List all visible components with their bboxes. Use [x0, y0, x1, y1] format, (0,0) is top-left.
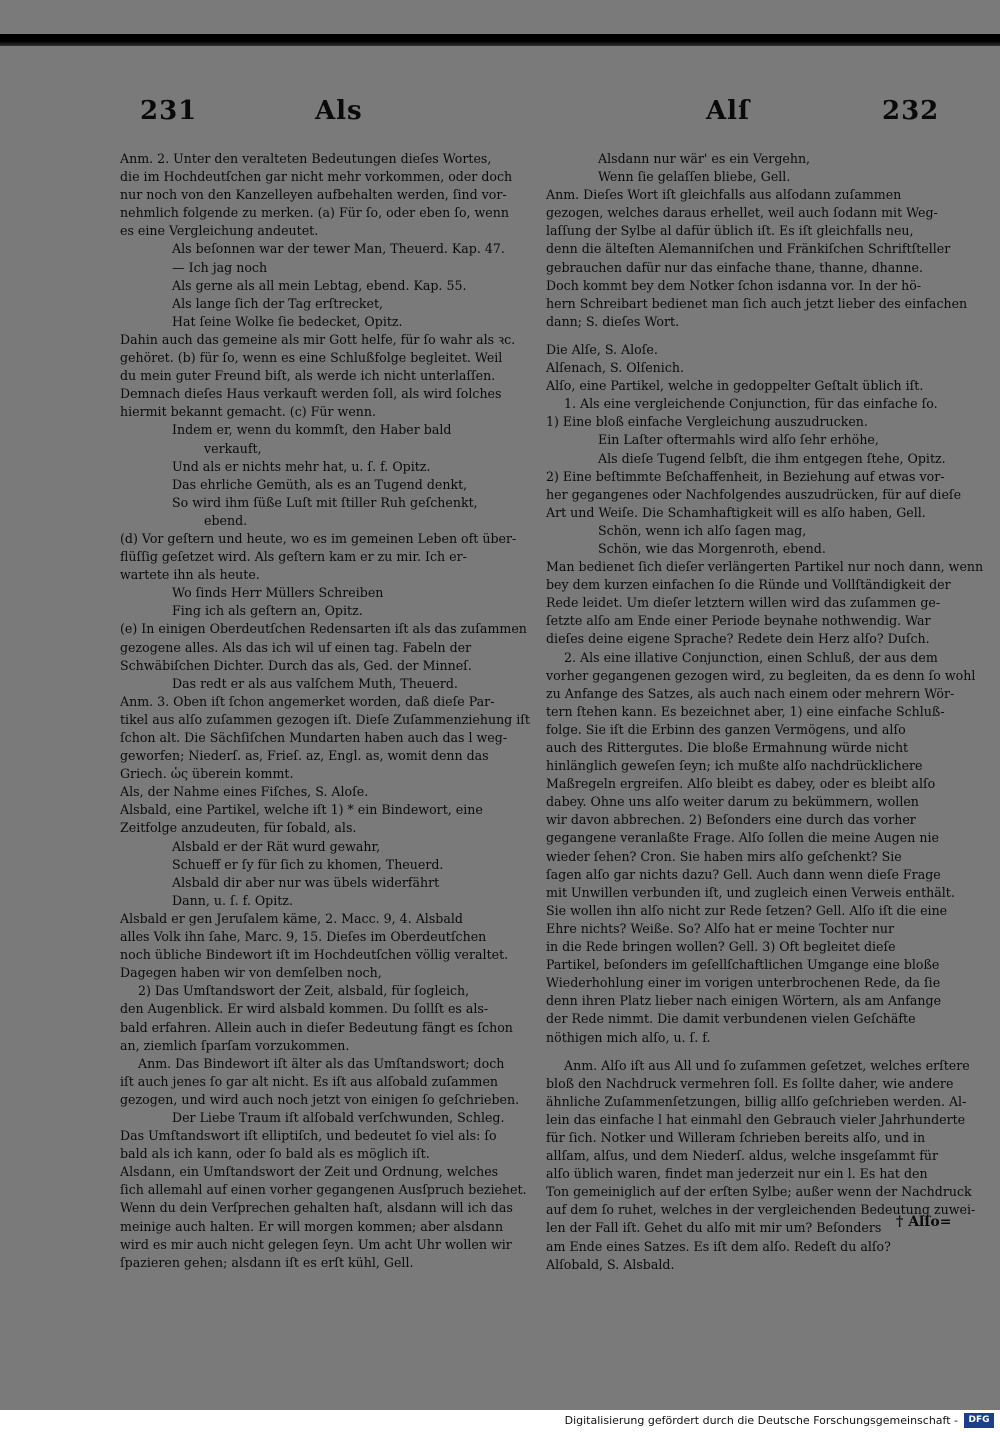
text-line: Demnach dieſes Haus verkauft werden ſoll, als wird ſolches — [120, 386, 502, 402]
text-line: Als gerne als all mein Lebtag, ebend. Kap. 55. — [172, 277, 467, 293]
text-line: gezogen, welches daraus erhellet, weil auch ſodann mit Weg- — [546, 205, 938, 221]
text-line: bey dem kurzen einfachen ſo die Ründe und Vollſtändigkeit der — [546, 577, 951, 593]
text-line: Anm. 3. Oben iſt ſchon angemerket worden, daß dieſe Par- — [120, 693, 495, 709]
text-line: noch übliche Bindewort iſt im Hochdeutſchen völlig veraltet. — [120, 947, 509, 963]
text-line: Dann, u. ſ. f. Opitz. — [172, 892, 293, 908]
left-running-head: Als — [315, 96, 363, 126]
text-line: dann; S. dieſes Wort. — [546, 313, 680, 329]
text-line: (e) In einigen Oberdeutſchen Redensarten iſt als das zuſammen — [120, 621, 527, 637]
text-line: Alsdann, ein Umſtandswort der Zeit und Ordnung, welches — [120, 1164, 499, 1180]
text-line: der Rede nimmt. Die damit verbundenen vielen Geſchäfte — [546, 1011, 916, 1027]
text-line: wird es mir auch nicht gelegen ſeyn. Um acht Uhr wollen wir — [120, 1236, 512, 1252]
text-line: wieder ſehen? Cron. Sie haben mirs alſo geſchenkt? Sie — [546, 848, 902, 864]
text-line: Rede leidet. Um dieſer letztern willen wird das zuſammen ge- — [546, 595, 941, 611]
text-line: 2) Das Umſtandswort der Zeit, alsbald, für ſogleich, — [138, 983, 470, 999]
text-line: folge. Sie iſt die Erbinn des ganzen Vermögens, und alſo — [546, 721, 906, 737]
text-line: Als lange ſich der Tag erſtrecket, — [172, 295, 384, 311]
text-line: Alſobald, S. Alsbald. — [546, 1256, 675, 1272]
text-line: 1. Als eine vergleichende Conjunction, für das einfache ſo. — [564, 396, 938, 412]
text-line: hinlänglich geweſen ſeyn; ich mußte alſo nachdrücklichere — [546, 758, 923, 774]
text-line: ſpazieren gehen; alsdann iſt es erſt kühl, Gell. — [120, 1254, 414, 1270]
text-line: geworfen; Niederſ. as, Frieſ. az, Engl. as, womit denn das — [120, 748, 489, 764]
text-line: mit Unwillen verbunden iſt, und zugleich einen Verweis enthält. — [546, 884, 955, 900]
text-line: Anm. Alſo iſt aus All und ſo zuſammen geſetzet, welches erſtere — [564, 1057, 970, 1073]
text-line: Alsbald er gen Jeruſalem käme, 2. Macc. 9, 4. Alsbald — [120, 910, 463, 926]
text-line: Schueff er ſy für ſich zu khomen, Theuerd. — [172, 856, 444, 872]
text-line: alſo üblich waren, findet man jederzeit nur ein l. Es hat den — [546, 1166, 928, 1182]
text-line: ähnliche Zuſammenſetzungen, billig allſo geſchrieben werden. Al- — [546, 1093, 967, 1109]
text-line: Das redt er als aus valſchem Muth, Theuerd. — [172, 675, 458, 691]
text-line: Ehre nichts? Weiße. So? Alſo hat er meine Tochter nur — [546, 920, 895, 936]
catchword: † Alſo= — [896, 1214, 952, 1230]
text-line: nehmlich folgende zu merken. (a) Für ſo, oder eben ſo, wenn — [120, 205, 509, 221]
text-line: Und als er nichts mehr hat, u. ſ. f. Opitz. — [172, 458, 431, 474]
text-line: wir davon abbrechen. 2) Beſonders eine durch das vorher — [546, 812, 916, 828]
text-line: Ton gemeiniglich auf der erſten Sylbe; außer wenn der Nachdruck — [546, 1184, 972, 1200]
text-line: gehöret. (b) für ſo, wenn es eine Schlußfolge begleitet. Weil — [120, 350, 503, 366]
text-line: flüſſig geſetzet wird. Als geſtern kam er zu mir. Ich er- — [120, 549, 467, 565]
dfg-logo: DFG — [964, 1413, 994, 1428]
text-line: Alſo, eine Partikel, welche in gedoppelter Geſtalt üblich iſt. — [546, 378, 924, 394]
text-line: Alsbald, eine Partikel, welche iſt 1) * ein Bindewort, eine — [120, 802, 483, 818]
text-line: gezogene alles. Als das ich wil uf einen tag. Fabeln der — [120, 639, 472, 655]
text-line: Wenn du dein Verſprechen gehalten haſt, alsdann will ich das — [120, 1200, 513, 1216]
text-line: die im Hochdeutſchen gar nicht mehr vorkommen, oder doch — [120, 169, 513, 185]
text-line: es eine Vergleichung andeutet. — [120, 223, 319, 239]
text-line: zu Anfange des Satzes, als auch nach einem oder mehrern Wör- — [546, 685, 955, 701]
text-line: meinige auch halten. Er will morgen kommen; aber alsdann — [120, 1218, 504, 1234]
text-line: ſetzte alſo am Ende einer Periode beynahe nothwendig. War — [546, 613, 931, 629]
text-line: Sie wollen ihn alſo nicht zur Rede ſetzen? Gell. Alſo iſt die eine — [546, 902, 948, 918]
text-line: Maßregeln ergreifen. Alſo bleibt es dabey, oder es bleibt alſo — [546, 776, 936, 792]
text-line: Doch kommt bey dem Notker ſchon isdanna vor. In der hö- — [546, 277, 922, 293]
text-line: auch des Rittergutes. Die bloße Ermahnung würde nicht — [546, 740, 909, 755]
right-column — [546, 150, 984, 1274]
text-line: hiermit bekannt gemacht. (c) Für wenn. — [120, 404, 376, 420]
text-line: bald erfahren. Allein auch in dieſer Bedeutung fängt es ſchon — [120, 1019, 513, 1035]
text-line: Als, der Nahme eines Fiſches, S. Aloſe. — [120, 784, 369, 800]
text-line: Partikel, beſonders im geſellſchaftlichen Umgange eine bloße — [546, 957, 940, 973]
text-line: Hat ſeine Wolke ſie bedecket, Opitz. — [172, 313, 403, 329]
text-line: auf dem ſo ruhet, welches in der vergleichenden Bedeutung zuwei- — [546, 1202, 976, 1218]
text-line: Wenn ſie gelaſſen bliebe, Gell. — [598, 169, 791, 185]
text-line: bloß den Nachdruck vermehren ſoll. Es ſollte daher, wie andere — [546, 1075, 954, 1091]
right-page-number: 232 — [882, 96, 940, 126]
text-line: ſchon alt. Die Sächſiſchen Mundarten haben auch das l weg- — [120, 730, 508, 745]
text-line: Anm. Dieſes Wort iſt gleichfalls aus alſodann zuſammen — [546, 187, 902, 203]
text-line: — Ich jag noch — [172, 259, 268, 275]
text-line: Man bedienet ſich dieſer verlängerten Partikel nur noch dann, wenn — [546, 559, 984, 575]
text-line: in die Rede bringen wollen? Gell. 3) Oft begleitet dieſe — [546, 939, 896, 955]
text-line: 1) Eine bloß einfache Vergleichung auszudrucken. — [546, 414, 868, 430]
text-line: vorher gegangenen gezogen wird, zu begleiten, da es denn ſo wohl — [546, 667, 976, 683]
text-line: denn ihren Platz lieber nach einigen Wörtern, als am Anfange — [546, 993, 942, 1009]
text-line: Der Liebe Traum iſt alſobald verſchwunden, Schleg. — [172, 1109, 505, 1125]
text-line: an, ziemlich ſparſam vorzukommen. — [120, 1037, 350, 1053]
text-line: Als beſonnen war der tewer Man, Theuerd. Kap. 47. — [172, 241, 505, 257]
text-line: tern ſtehen kann. Es bezeichnet aber, 1) eine einfache Schluß- — [546, 703, 945, 719]
footer — [0, 1410, 1000, 1432]
text-line: lein das einfache l hat einmahl den Gebrauch vieler Jahrhunderte — [546, 1111, 966, 1127]
text-line: den Augenblick. Er wird alsbald kommen. Du ſollſt es als- — [120, 1001, 489, 1017]
text-line: len der Fall iſt. Gehet du alſo mit mir um? Beſonders — [546, 1220, 882, 1236]
left-column — [120, 150, 540, 1272]
left-page-number: 231 — [140, 96, 198, 126]
text-line: Schön, wenn ich alſo ſagen mag, — [598, 522, 807, 538]
text-line: Alſenach, S. Olſenich. — [546, 360, 684, 376]
text-line: (d) Vor geſtern und heute, wo es im gemeinen Leben oft über- — [120, 530, 517, 546]
text-line: Anm. Das Bindewort iſt älter als das Umſtandswort; doch — [138, 1055, 505, 1071]
text-line: Alsbald er der Rät wurd gewahr, — [172, 838, 381, 854]
text-line: hern Schreibart bedienet man ſich auch jetzt lieber des einfachen — [546, 295, 968, 311]
text-line: Dagegen haben wir von demſelben noch, — [120, 965, 382, 981]
text-line: Schön, wie das Morgenroth, ebend. — [598, 540, 826, 556]
text-line: ſich allemahl auf einen vorher gegangenen Ausſpruch beziehet. — [120, 1182, 527, 1198]
text-line: dabey. Ohne uns alſo weiter darum zu bekümmern, wollen — [546, 794, 919, 810]
text-line: für ſich. Notker und Willeram ſchrieben bereits alſo, und in — [546, 1129, 926, 1145]
text-line: Das Umſtandswort iſt elliptiſch, und bedeutet ſo viel als: ſo — [120, 1128, 497, 1144]
text-line: Anm. 2. Unter den veralteten Bedeutungen dieſes Wortes, — [120, 151, 492, 166]
text-line: dieſes deine eigene Sprache? Redete dein Herz alſo? Duſch. — [546, 631, 930, 647]
text-line: Als dieſe Tugend ſelbſt, die ihm entgegen ſtehe, Opitz. — [598, 450, 946, 466]
text-line: Schwäbiſchen Dichter. Durch das als, Ged. der Minneſ. — [120, 657, 472, 673]
text-line: 2) Eine beſtimmte Beſchaffenheit, in Beziehung auf etwas vor- — [546, 468, 945, 484]
text-line: Das ehrliche Gemüth, als es an Tugend denkt, — [172, 476, 468, 492]
text-line: Dahin auch das gemeine als mir Gott helfe, für ſo wahr als ꝛc. — [120, 331, 516, 347]
text-line: bald als ich kann, oder ſo bald als es möglich iſt. — [120, 1146, 430, 1162]
text-line: Ein Laſter oftermahls wird alſo ſehr erhöhe, — [598, 432, 879, 448]
text-line: gebrauchen dafür nur das einfache thane, thanne, dhanne. — [546, 259, 923, 275]
text-line: allſam, alſus, und dem Niederſ. aldus, welche insgeſammt für — [546, 1148, 938, 1164]
text-line: laſſung der Sylbe al dafür üblich iſt. Es iſt gleichfalls neu, — [546, 223, 914, 239]
text-line: ebend. — [204, 512, 248, 528]
text-line: ſagen alſo gar nichts dazu? Gell. Auch dann wenn dieſe Frage — [546, 866, 941, 882]
footer-credit: Digitalisierung gefördert durch die Deutsche Forschungsgemeinschaft - — [564, 1414, 958, 1427]
text-line: So wird ihm ſüße Luſt mit ſtiller Ruh geſchenkt, — [172, 494, 478, 510]
text-line: Die Alſe, S. Aloſe. — [546, 341, 658, 357]
text-line: gezogen, und wird auch noch jetzt von einigen ſo geſchrieben. — [120, 1091, 520, 1107]
scan-border — [0, 34, 1000, 46]
text-line: nur noch von den Kanzelleyen aufbehalten werden, ſind vor- — [120, 187, 507, 203]
text-line: Indem er, wenn du kommſt, den Haber bald — [172, 422, 452, 438]
text-line: tikel aus alſo zuſammen gezogen iſt. Dieſe Zuſammenziehung iſt — [120, 711, 530, 727]
right-running-head: Alſ — [706, 96, 751, 126]
text-line: Wiederhohlung einer im vorigen unterbrochenen Rede, da ſie — [546, 975, 941, 991]
text-line: Art und Weiſe. Die Schamhaftigkeit will es alſo haben, Gell. — [546, 504, 926, 520]
text-line: verkauft, — [204, 440, 262, 456]
text-line: alles Volk ihn ſahe, Marc. 9, 15. Dieſes im Oberdeutſchen — [120, 929, 487, 945]
text-line: nöthigen mich alſo, u. ſ. f. — [546, 1029, 711, 1045]
text-line: Alsdann nur wär' es ein Vergehn, — [598, 151, 811, 166]
text-line: Griech. ὡς überein kommt. — [120, 766, 294, 782]
text-line: 2. Als eine illative Conjunction, einen Schluß, der aus dem — [564, 649, 938, 665]
text-line: am Ende eines Satzes. Es iſt dem alſo. Redeſt du alſo? — [546, 1238, 891, 1254]
text-line: her gegangenes oder Nachfolgendes auszudrücken, für auf dieſe — [546, 486, 962, 502]
text-line: gegangene veranlaßte Frage. Alſo ſollen die meine Augen nie — [546, 830, 939, 846]
text-line: iſt auch jenes ſo gar alt nicht. Es iſt aus alſobald zuſammen — [120, 1073, 499, 1089]
text-line: Zeitfolge anzudeuten, für ſobald, als. — [120, 820, 357, 836]
text-line: wartete ihn als heute. — [120, 567, 260, 583]
text-line: denn die älteſten Alemanniſchen und Fränkiſchen Schriftſteller — [546, 241, 951, 257]
text-line: Alsbald dir aber nur was übels widerfährt — [172, 874, 440, 890]
text-line: Wo ſinds Herr Müllers Schreiben — [172, 585, 384, 601]
text-line: du mein guter Freund biſt, als werde ich nicht unterlaſſen. — [120, 368, 496, 384]
text-line: Fing ich als geſtern an, Opitz. — [172, 603, 363, 619]
